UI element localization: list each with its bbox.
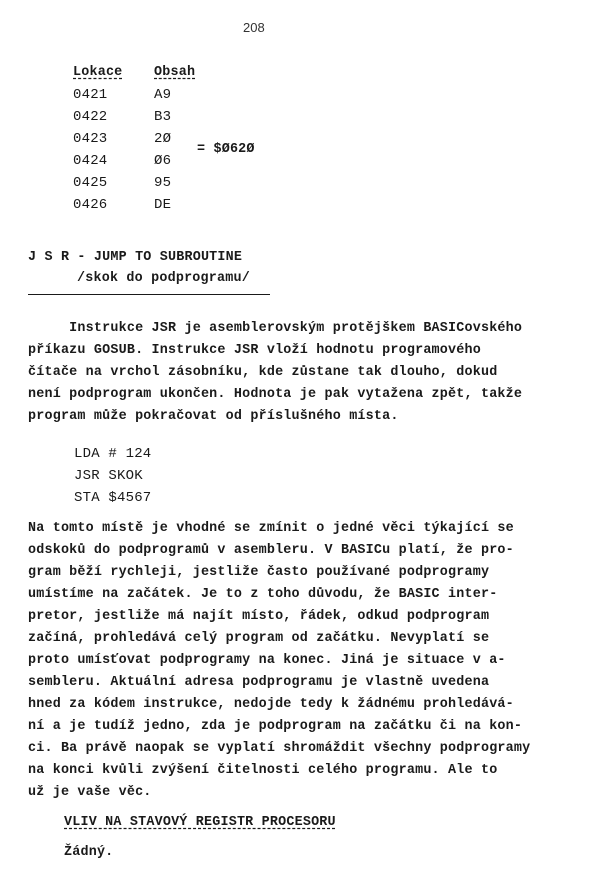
status-register-title: VLIV NA STAVOVÝ REGISTR PROCESORU	[64, 815, 336, 830]
text-line: čítače na vrchol zásobníku, kde zůstane tak dlouho, dokud	[28, 365, 498, 380]
paragraph-intro	[28, 321, 523, 426]
code-example	[74, 446, 152, 521]
text-line: na konci kvůli zvýšení čitelnosti celého programu. Ale to	[28, 763, 498, 778]
location-cell: 0425	[73, 175, 108, 191]
text-line: ní a je tudíž jedno, zda je podprogram na začátku či na kon-	[28, 719, 523, 734]
location-cell: 0424	[73, 153, 108, 169]
text-line: odskoků do podprogramů v asembleru. V BASICu platí, že pro-	[28, 543, 514, 558]
code-line: JSR SKOK	[74, 468, 143, 484]
content-cell: B3	[154, 109, 172, 125]
text-line: program může pokračovat od příslušného místa.	[28, 409, 399, 424]
content-cell: A9	[154, 87, 172, 103]
header-content: Obsah	[154, 65, 196, 80]
text-line: hned za kódem instrukce, nedojde tedy k žádnému prohledává-	[28, 697, 514, 712]
text-line: gram běží rychleji, jestliže často používané podprogramy	[28, 565, 490, 580]
instruction-title: J S R - JUMP TO SUBROUTINE	[28, 250, 243, 265]
text-line: začíná, prohledává celý program od začátku. Nevyplatí se	[28, 631, 490, 646]
location-cell: 0421	[73, 87, 108, 103]
text-line: Instrukce JSR je asemblerovským protějškem BASICovského	[28, 321, 523, 336]
text-line: umístíme na začátek. Je to z toho důvodu, že BASIC inter-	[28, 587, 498, 602]
content-cell: 2Ø	[154, 131, 172, 147]
content-cell: DE	[154, 197, 172, 213]
text-line: není podprogram ukončen. Hodnota je pak vytažena zpět, takže	[28, 387, 523, 402]
text-line: pretor, jestliže má najít místo, řádek, odkud podprogram	[28, 609, 490, 624]
text-line: sembleru. Aktuální adresa podprogramu je vlastně uvedena	[28, 675, 490, 690]
text-line: příkazu GOSUB. Instrukce JSR vloží hodnotu programového	[28, 343, 481, 358]
location-cell: 0423	[73, 131, 108, 147]
text-line: Na tomto místě je vhodné se zmínit o jedné věci týkající se	[28, 521, 514, 536]
address-result: = $Ø62Ø	[197, 142, 255, 157]
content-cell: 95	[154, 175, 172, 191]
instruction-subtitle: /skok do podprogramu/	[77, 271, 250, 286]
content-cell: Ø6	[154, 153, 172, 169]
location-cell: 0422	[73, 109, 108, 125]
header-location: Lokace	[73, 65, 123, 80]
code-line: STA $4567	[74, 490, 152, 506]
paragraph-subroutines	[28, 521, 531, 800]
text-line: proto umísťovat podprogramy na konec. Jiná je situace v a-	[28, 653, 506, 668]
code-line: LDA # 124	[74, 446, 152, 462]
status-register-value: Žádný.	[64, 845, 114, 860]
text-line: už je vaše věc.	[28, 785, 152, 800]
page-number: 208	[243, 20, 265, 35]
text-line: ci. Ba právě naopak se vyplatí shromáždit všechny podprogramy	[28, 741, 531, 756]
title-underline	[28, 294, 270, 295]
location-cell: 0426	[73, 197, 108, 213]
